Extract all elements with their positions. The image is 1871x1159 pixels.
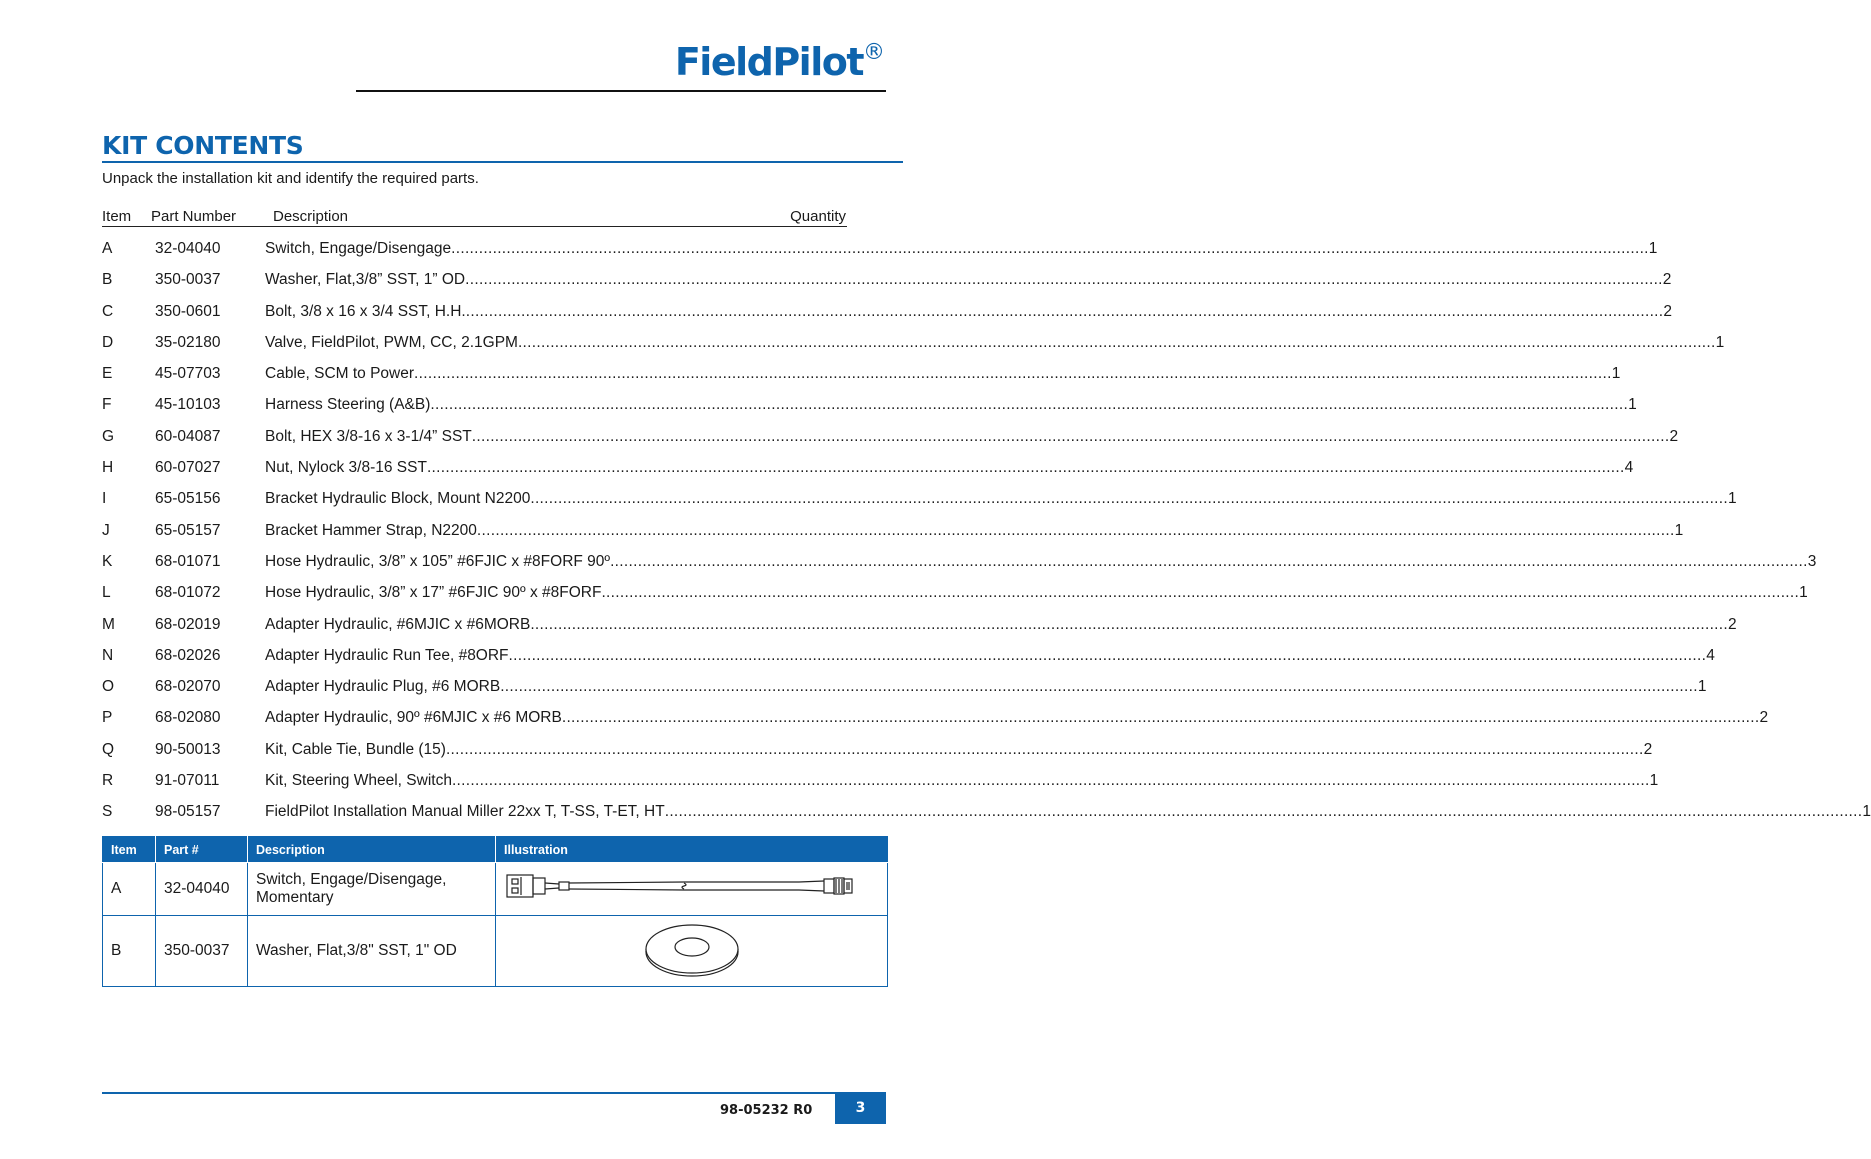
part-number: 65-05157 <box>155 521 221 539</box>
item-letter: D <box>102 333 114 351</box>
item-letter: G <box>102 427 115 445</box>
description-line <box>265 455 1634 481</box>
dot-leader: .................................................................................................................................................................................................................................................................... <box>451 772 1650 790</box>
part-description: Adapter Hydraulic Plug, #6 MORB <box>265 678 501 696</box>
description-line <box>265 330 1725 356</box>
footer-rule <box>102 1092 886 1094</box>
list-item <box>102 612 1737 643</box>
list-item <box>102 424 1679 455</box>
dot-leader: .................................................................................................................................................................................................................................................................... <box>530 615 1728 633</box>
part-description: Washer, Flat,3/8” SST, 1” OD <box>265 271 466 289</box>
table-row <box>103 863 888 916</box>
part-description: Nut, Nylock 3/8-16 SST <box>265 459 427 477</box>
part-quantity: 2 <box>1759 709 1769 727</box>
cell-item: A <box>103 863 156 916</box>
item-letter: I <box>102 490 107 508</box>
part-number: 32-04040 <box>155 240 221 257</box>
part-quantity: 1 <box>1862 803 1871 821</box>
dot-leader: .................................................................................................................................................................................................................................................................... <box>465 302 1664 320</box>
list-item <box>102 549 1817 580</box>
parts-list <box>102 236 1871 831</box>
item-letter: F <box>102 396 112 414</box>
cell-description: Washer, Flat,3/8" SST, 1" OD <box>248 916 496 987</box>
page-title: KIT CONTENTS <box>102 131 304 160</box>
dot-leader: .................................................................................................................................................................................................................................................................... <box>451 240 1649 257</box>
description-line <box>265 486 1737 512</box>
part-quantity: 2 <box>1669 427 1679 445</box>
part-number: 68-01071 <box>155 552 221 570</box>
part-description: Valve, FieldPilot, PWM, CC, 2.1GPM <box>265 333 518 351</box>
description-line <box>265 643 1715 669</box>
list-item <box>102 486 1737 517</box>
item-letter: C <box>102 302 114 320</box>
page-number: 3 <box>835 1094 886 1124</box>
part-quantity: 1 <box>1697 678 1707 696</box>
item-letter: S <box>102 803 113 821</box>
part-number: 98-05157 <box>155 803 221 821</box>
part-description: Bolt, HEX 3/8-16 x 3-1/4” SST <box>265 427 472 445</box>
header-description: Description <box>248 837 496 863</box>
dot-leader: .................................................................................................................................................................................................................................................................... <box>500 678 1698 696</box>
part-description: Adapter Hydraulic, #6MJIC x #6MORB <box>265 615 531 633</box>
column-header-quantity: Quantity <box>790 208 846 225</box>
description-line <box>265 580 1808 606</box>
part-quantity: 3 <box>1807 552 1817 570</box>
column-header-description: Description <box>273 208 349 225</box>
list-item <box>102 705 1769 736</box>
fieldpilot-logo <box>675 40 885 84</box>
description-line <box>265 737 1653 763</box>
list-item <box>102 768 1659 799</box>
dot-leader: .................................................................................................................................................................................................................................................................... <box>465 271 1663 289</box>
list-item <box>102 643 1715 674</box>
part-description: Kit, Cable Tie, Bundle (15) <box>265 740 446 758</box>
part-description: Hose Hydraulic, 3/8” x 17” #6FJIC 90º x #8FORF <box>265 584 602 602</box>
description-line <box>265 799 1871 825</box>
part-quantity: 1 <box>1648 240 1658 257</box>
item-letter: O <box>102 678 115 696</box>
part-number: 35-02180 <box>155 333 221 351</box>
table-row <box>103 916 888 987</box>
registered-mark: ® <box>863 40 885 66</box>
part-quantity: 2 <box>1643 740 1653 758</box>
part-number: 68-01072 <box>155 584 221 602</box>
dot-leader: .................................................................................................................................................................................................................................................................... <box>445 740 1644 758</box>
dot-leader: .................................................................................................................................................................................................................................................................... <box>508 646 1707 664</box>
dot-leader: .................................................................................................................................................................................................................................................................... <box>601 584 1800 602</box>
part-quantity: 2 <box>1728 615 1737 633</box>
item-letter: A <box>102 240 113 257</box>
part-number: 68-02019 <box>155 615 221 633</box>
part-quantity: 1 <box>1628 396 1637 414</box>
part-quantity: 2 <box>1663 302 1673 320</box>
part-description: Harness Steering (A&B) <box>265 396 431 414</box>
description-line <box>265 612 1737 638</box>
part-description: Switch, Engage/Disengage <box>265 240 452 257</box>
part-number: 68-02070 <box>155 678 221 696</box>
part-quantity: 1 <box>1674 521 1684 539</box>
header-rule <box>356 90 886 92</box>
part-description: Bracket Hammer Strap, N2200 <box>265 521 477 539</box>
part-number: 91-07011 <box>155 772 220 790</box>
item-letter: B <box>102 271 113 289</box>
part-number: 65-05156 <box>155 490 221 508</box>
item-letter: H <box>102 459 114 477</box>
part-number: 90-50013 <box>155 740 221 758</box>
dot-leader: .................................................................................................................................................................................................................................................................... <box>430 396 1629 414</box>
dot-leader: .................................................................................................................................................................................................................................................................... <box>476 521 1675 539</box>
column-header-rule <box>102 226 847 227</box>
part-description: Kit, Steering Wheel, Switch <box>265 772 452 790</box>
list-item <box>102 674 1707 705</box>
description-line <box>265 267 1672 293</box>
item-letter: K <box>102 552 113 570</box>
description-line <box>265 392 1637 418</box>
logo-text: FieldPilot <box>674 40 863 84</box>
intro-text: Unpack the installation kit and identify the required parts. <box>102 170 479 187</box>
dot-leader: .................................................................................................................................................................................................................................................................... <box>530 490 1729 508</box>
list-item <box>102 361 1621 392</box>
part-description: Adapter Hydraulic, 90º #6MJIC x #6 MORB <box>265 709 562 727</box>
item-letter: R <box>102 772 114 790</box>
list-item <box>102 392 1637 423</box>
description-line <box>265 549 1817 575</box>
list-item <box>102 299 1673 330</box>
part-description: Bracket Hydraulic Block, Mount N2200 <box>265 490 531 508</box>
list-item <box>102 330 1725 361</box>
column-header-item: Item <box>102 208 132 225</box>
header-item: Item <box>103 837 156 863</box>
part-description: Bolt, 3/8 x 16 x 3/4 SST, H.H. <box>265 302 466 320</box>
item-letter: P <box>102 709 113 727</box>
list-item <box>102 518 1684 549</box>
description-line <box>265 361 1621 387</box>
cell-part: 350-0037 <box>156 916 248 987</box>
list-item <box>102 580 1808 611</box>
cell-illustration <box>496 916 888 987</box>
dot-leader: .................................................................................................................................................................................................................................................................... <box>517 333 1716 351</box>
cell-description: Switch, Engage/Disengage, Momentary <box>248 863 496 916</box>
part-description: Adapter Hydraulic Run Tee, #8ORF <box>265 646 509 664</box>
header-part: Part # <box>156 837 248 863</box>
item-letter: N <box>102 646 114 664</box>
dot-leader: .................................................................................................................................................................................................................................................................... <box>664 803 1863 821</box>
header-illustration: Illustration <box>496 837 888 863</box>
item-letter: J <box>102 521 110 539</box>
part-quantity: 1 <box>1611 365 1621 383</box>
flat-washer-icon <box>642 919 742 979</box>
part-number: 68-02080 <box>155 709 221 727</box>
item-letter: M <box>102 615 115 633</box>
description-line <box>265 674 1707 700</box>
cell-illustration <box>496 863 888 916</box>
list-item <box>102 455 1634 486</box>
part-number: 350-0037 <box>155 271 221 289</box>
list-item <box>102 236 1658 267</box>
part-description: Hose Hydraulic, 3/8” x 105” #6FJIC x #8FORF 90º <box>265 552 611 570</box>
part-description: FieldPilot Installation Manual Miller 22xx T, T-SS, T-ET, HT <box>265 803 665 821</box>
part-quantity: 1 <box>1649 772 1659 790</box>
part-number: 45-10103 <box>155 396 221 414</box>
part-description: Cable, SCM to Power <box>265 365 415 383</box>
description-line <box>265 299 1673 325</box>
illustration-table <box>102 836 888 987</box>
dot-leader: .................................................................................................................................................................................................................................................................... <box>414 365 1612 383</box>
part-number: 350-0601 <box>155 302 221 320</box>
description-line <box>265 705 1769 731</box>
part-number: 60-07027 <box>155 459 221 477</box>
description-line <box>265 518 1684 544</box>
part-quantity: 1 <box>1715 333 1725 351</box>
part-quantity: 1 <box>1799 584 1808 602</box>
item-letter: E <box>102 365 113 383</box>
cell-item: B <box>103 916 156 987</box>
switch-cable-icon <box>504 867 874 907</box>
title-rule <box>102 161 903 163</box>
list-item <box>102 267 1672 298</box>
part-number: 68-02026 <box>155 646 221 664</box>
part-number: 60-04087 <box>155 427 221 445</box>
list-item <box>102 799 1871 830</box>
document-number: 98-05232 R0 <box>720 1103 813 1118</box>
description-line <box>265 236 1658 262</box>
dot-leader: .................................................................................................................................................................................................................................................................... <box>471 427 1670 445</box>
dot-leader: .................................................................................................................................................................................................................................................................... <box>426 459 1625 477</box>
description-line <box>265 768 1659 794</box>
part-quantity: 4 <box>1624 459 1634 477</box>
part-quantity: 4 <box>1706 646 1715 664</box>
part-quantity: 2 <box>1662 271 1672 289</box>
description-line <box>265 424 1679 450</box>
item-letter: L <box>102 584 111 602</box>
part-quantity: 1 <box>1728 490 1737 508</box>
dot-leader: .................................................................................................................................................................................................................................................................... <box>610 552 1808 570</box>
dot-leader: .................................................................................................................................................................................................................................................................... <box>561 709 1760 727</box>
item-letter: Q <box>102 740 115 758</box>
illustration-table-header <box>103 837 888 863</box>
part-number: 45-07703 <box>155 365 221 383</box>
column-header-part-number: Part Number <box>151 208 237 225</box>
cell-part: 32-04040 <box>156 863 248 916</box>
list-item <box>102 737 1653 768</box>
